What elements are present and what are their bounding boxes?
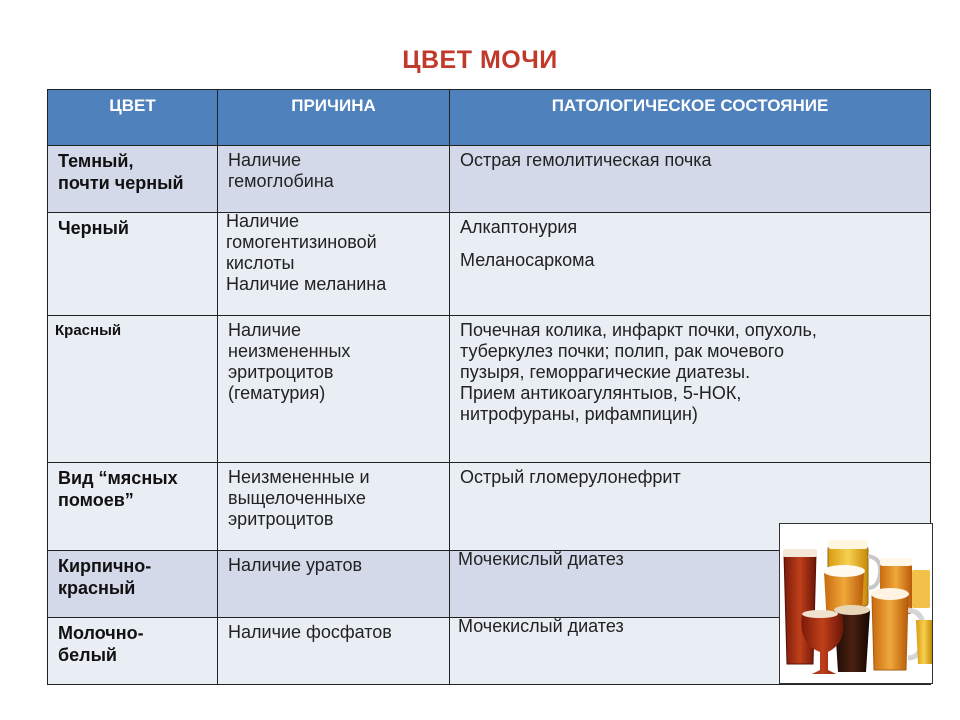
cause-text: Наличие	[226, 211, 300, 231]
color-text: Красный	[55, 322, 122, 339]
color-text: помоев”	[58, 490, 134, 510]
condition-text: Меланосаркома	[460, 250, 595, 270]
cause-text: Неизмененные и	[228, 467, 370, 487]
condition-text: нитрофураны, рифампицин)	[460, 404, 698, 424]
cause-cell	[218, 146, 450, 213]
condition-text: Почечная колика, инфаркт почки, опухоль,	[460, 320, 817, 340]
color-text: Темный,	[58, 151, 134, 171]
color-text: красный	[58, 578, 136, 598]
condition-cell	[450, 213, 931, 316]
condition-text: Алкаптонурия	[460, 217, 578, 237]
cause-text: гомогентизиновой	[226, 232, 377, 252]
color-cell	[48, 618, 218, 685]
color-text: Вид “мясных	[58, 468, 178, 488]
color-cell	[48, 146, 218, 213]
condition-text: пузыря, геморрагические диатезы.	[460, 362, 751, 382]
page-title: ЦВЕТ МОЧИ	[402, 46, 558, 74]
color-text: Молочно-	[58, 623, 144, 643]
color-cell	[48, 551, 218, 618]
cause-text: Наличие	[228, 150, 302, 170]
table-header-row	[48, 90, 931, 146]
cause-cell	[218, 618, 450, 685]
cause-text: Наличие фосфатов	[228, 622, 392, 642]
cause-text: эритроцитов	[228, 509, 334, 529]
condition-text: туберкулез почки; полип, рак мочевого	[460, 341, 784, 361]
header-condition: ПАТОЛОГИЧЕСКОЕ СОСТОЯНИЕ	[450, 90, 931, 146]
color-text: Черный	[58, 218, 129, 238]
table-row	[48, 316, 931, 463]
header-color: ЦВЕТ	[48, 90, 218, 146]
condition-text: Острая гемолитическая почка	[460, 150, 712, 170]
condition-text: Прием антикоагулянтыов, 5-НОК,	[460, 383, 742, 403]
cause-cell	[218, 463, 450, 551]
cause-text: кислоты	[226, 253, 295, 273]
condition-cell	[450, 146, 931, 213]
color-text: почти черный	[58, 173, 184, 193]
color-text: Кирпично-	[58, 556, 152, 576]
color-cell	[48, 316, 218, 463]
condition-text: Мочекислый диатез	[458, 549, 624, 569]
cause-text: гемоглобина	[228, 171, 334, 191]
cause-text: выщелоченныхе	[228, 488, 366, 508]
cause-text: эритроцитов	[228, 362, 334, 382]
cause-cell	[218, 551, 450, 618]
color-cell	[48, 213, 218, 316]
cause-text: Наличие уратов	[228, 555, 363, 575]
condition-text: Острый гломерулонефрит	[460, 467, 681, 487]
cause-cell	[218, 316, 450, 463]
table-row	[48, 213, 931, 316]
beer-glasses-icon	[780, 524, 932, 683]
condition-text: Мочекислый диатез	[458, 616, 624, 636]
header-cause: ПРИЧИНА	[218, 90, 450, 146]
cause-text: неизмененных	[228, 341, 351, 361]
cause-text: Наличие	[228, 320, 302, 340]
cause-text: Наличие меланина	[226, 274, 387, 294]
table-row	[48, 146, 931, 213]
color-text: белый	[58, 645, 118, 665]
color-cell	[48, 463, 218, 551]
condition-cell	[450, 316, 931, 463]
beer-glasses-photo	[779, 523, 933, 684]
cause-cell	[218, 213, 450, 316]
cause-text: (гематурия)	[228, 383, 326, 403]
